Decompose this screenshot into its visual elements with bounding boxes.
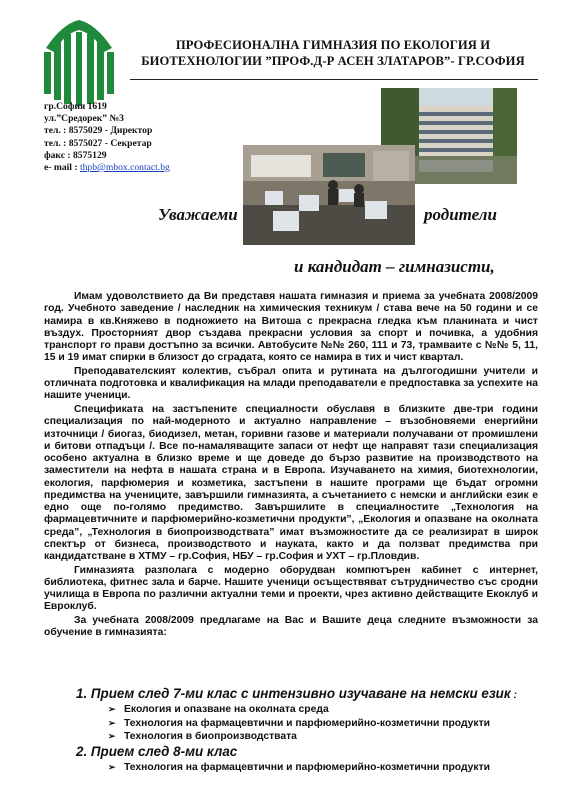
- paragraph-intro: Имам удоволствието да Ви представя нашата гимназия и приема за учебната 2008/2009 год. Учебното заведение / наследник на химическия техникум / става вече на 50 години и се намира в кв.Княжево в подножието на Витоша с прекрасна гледка към планината и чист въздух. Просторният двор създава прекрасни условия за спорт и почивка, а удобния транспорт го прави достъпно за всички. Автобусите №№ 260, 111 и 73, трамваите с №№ 5, 11, 15 и 19 имат спирки в близост до сградата, която се намира в тих и чист квартал.: [44, 291, 538, 364]
- contact-block: [44, 101, 244, 174]
- list-item-label: Технология на фармацевтични и парфюмерийно-козметични продукти: [124, 717, 491, 729]
- school-logo: [38, 18, 120, 108]
- offer-title: Прием след 8-ми клас: [90, 743, 238, 759]
- list-item: [108, 703, 546, 717]
- school-name-heading: [128, 38, 538, 69]
- arrow-bullet-icon: ➢: [108, 704, 116, 714]
- list-item: [108, 761, 546, 775]
- offer-title: Прием след 7-ми клас с интензивно изучаване на немски език: [90, 686, 511, 701]
- list-item-label: Технология на фармацевтични и парфюмерийно-козметични продукти: [124, 761, 491, 773]
- school-name-line-1: ПРОФЕСИОНАЛНА ГИМНАЗИЯ ПО ЕКОЛОГИЯ И: [175, 38, 491, 52]
- contact-email-label: e- mail :: [44, 162, 80, 174]
- offer-number: 1.: [76, 686, 88, 701]
- list-item-label: Екология и опазване на околната среда: [124, 704, 329, 715]
- contact-phone-director: тел. : 8575029 - Директор: [44, 125, 153, 137]
- offer-heading-7th-grade: [76, 686, 546, 703]
- paragraph-offer-intro: За учебната 2008/2009 предлагаме на Вас и Вашите деца следните възможности за обучение в гимназията:: [44, 615, 538, 639]
- offer-heading-8th-grade: [76, 744, 546, 761]
- admission-offers: [76, 686, 546, 774]
- contact-email-row: [44, 162, 244, 174]
- list-item-label: Технология в биопроизводствата: [124, 731, 297, 743]
- arrow-bullet-icon: ➢: [108, 761, 116, 772]
- header-divider: [130, 79, 538, 80]
- paragraph-teachers: Преподавателският колектив, събрал опита и рутината на дългогодишни учители и отличната подготовка и квалификация на млади преподаватели е предпоставка за успехите на нашите ученици.: [44, 365, 538, 402]
- greeting-dear: Уважаеми: [158, 205, 238, 224]
- computer-lab-photo: [243, 145, 415, 245]
- arrow-bullet-icon: ➢: [108, 731, 116, 742]
- offer-title-suffix: :: [510, 689, 518, 701]
- list-item: [108, 717, 546, 731]
- list-item: [108, 730, 546, 744]
- arrow-bullet-icon: ➢: [108, 717, 116, 728]
- offer-number: 2.: [76, 743, 88, 759]
- contact-email-link[interactable]: thpb@mbox.contact.bg: [79, 162, 170, 174]
- contact-phone-secretary: тел. : 8575027 - Секретар: [44, 137, 152, 149]
- contact-street: ул.”Средорек” №3: [44, 113, 124, 125]
- contact-fax: факс : 8575129: [44, 149, 107, 161]
- paragraph-facilities: Гимназията разполага с модерно оборудван компютърен кабинет с интернет, библиотека, фитнес зала и барче. Нашите ученици осъществяват сътрудничество със сродни училища в Европа по различни актуални теми и проекти, чрез активно действащите Екоклуб и Евроклуб.: [44, 564, 538, 613]
- greeting-parents: родители: [424, 205, 497, 224]
- school-name-line-2: БИОТЕХНОЛОГИИ ”ПРОФ.Д-Р АСЕН ЗЛАТАРОВ”- ГР.СОФИЯ: [141, 53, 525, 68]
- letter-body: [44, 291, 538, 641]
- greeting-candidates: и кандидат – гимназисти,: [294, 257, 495, 276]
- paragraph-specialties: Спецификата на застъпените специалности обуславя в близките две-три години специализация по най-модерното и актуално направление – възобновяеми енергийни източници / биогаз, биодизел, метан, горивни газове и материали получавани от промишлени и битови отпадъци /. Все по-намаляващите запаси от нефт ще направят тази специализация особено актуална в близко време и ще доведе до бързо развитие на производството на заместители на нефта в нашата страна и в Европа. Изучаването на химия, биотехнологии, екология, парфюмерия и козметика, застъпени в нашите програми ще бъдат огромни предимства на учениците, завършили гимназията, а съчетанието с немски и английски език е едно още по-голямо предимство. Завършилите в специалностите „Технология на фармацевтичните и парфюмерийно-козметични продукти”, „Екология и опазване на околната среда”, „Технология в биопроизводствата” имат възможностите да се реализират в широк спектър от бизнеса, производството и науката, както и да ползват предимства при кандидатстване в ХТМУ – гр.София, НБУ – гр.София и УХТ – гр.Пловдив.: [44, 404, 538, 563]
- contact-city: гр.София 1619: [44, 101, 107, 112]
